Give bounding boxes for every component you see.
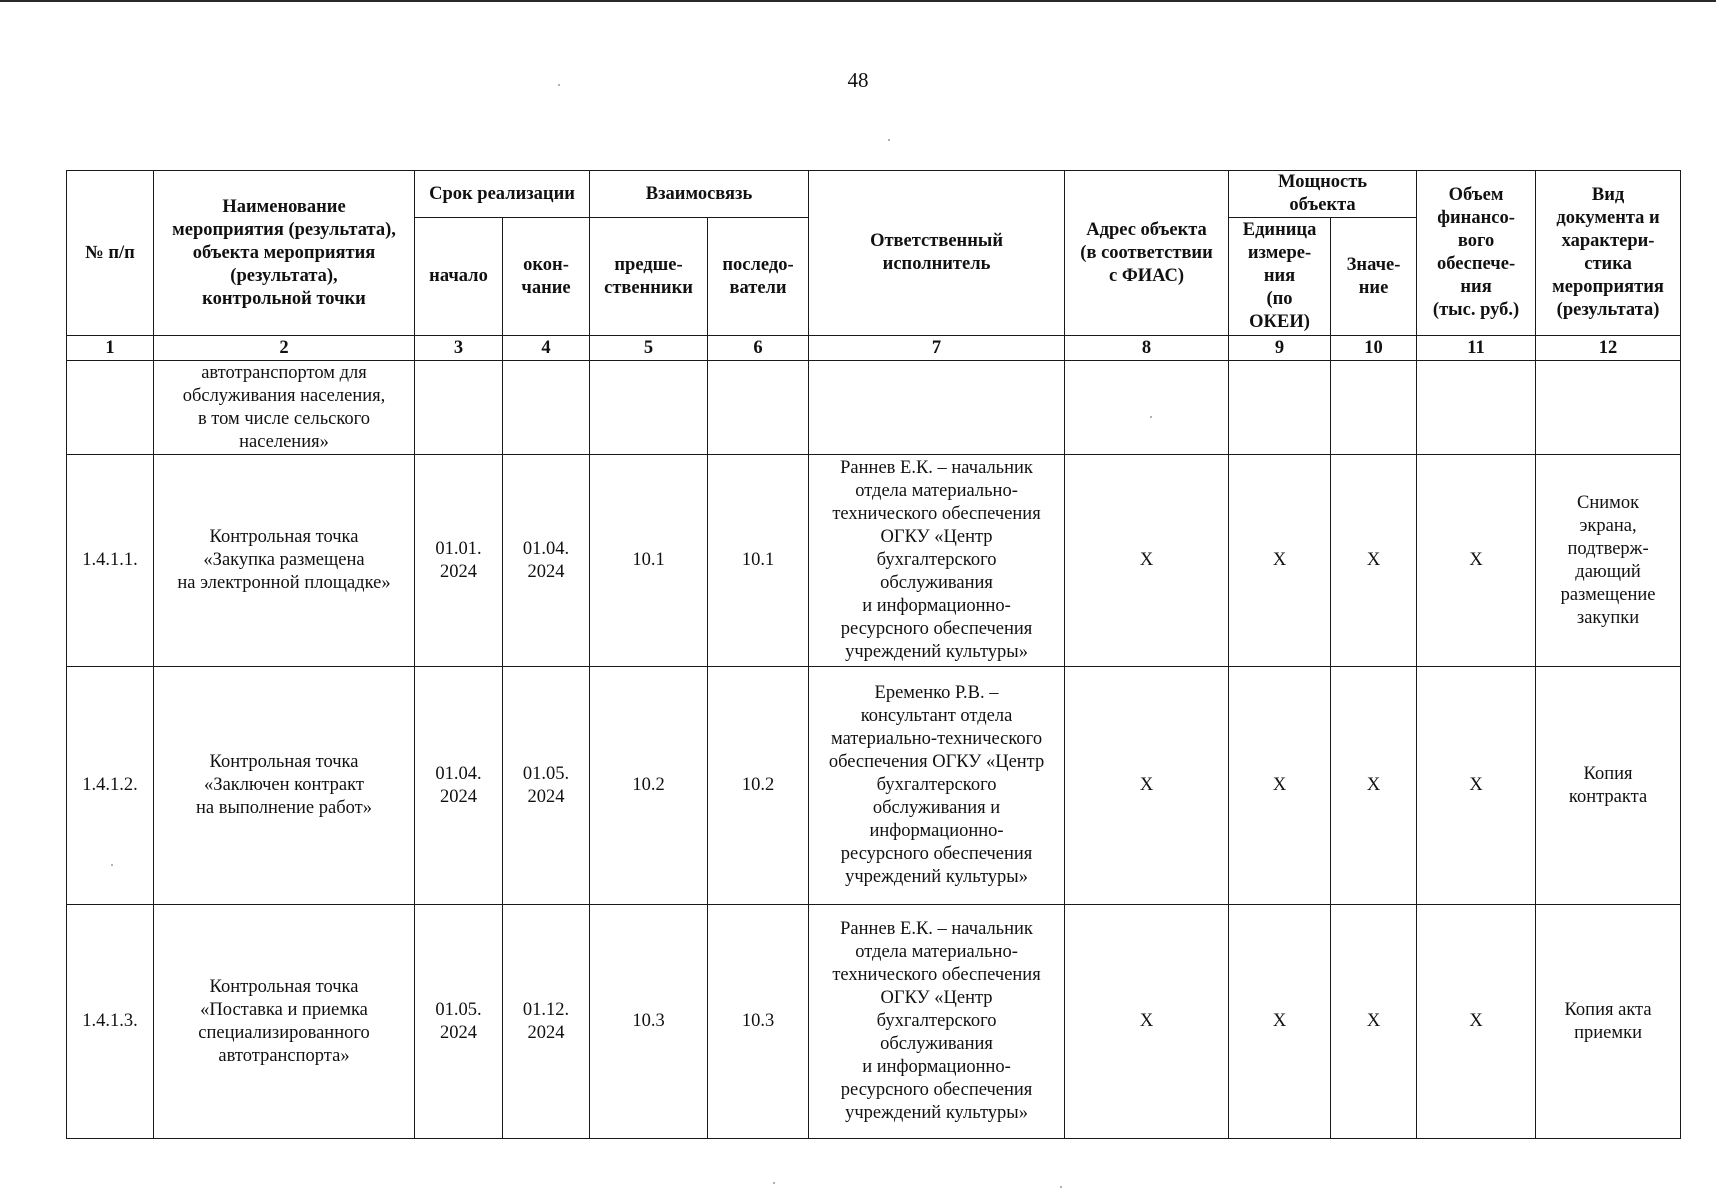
row-value: Х xyxy=(1331,667,1417,905)
scan-speck xyxy=(1060,1186,1062,1188)
header-relation: Взаимосвязь xyxy=(590,171,809,218)
row-finance: Х xyxy=(1417,905,1536,1139)
table-row xyxy=(67,455,1681,667)
row-unit: Х xyxy=(1229,905,1331,1139)
row-predecessors: 10.3 xyxy=(590,905,708,1139)
scan-speck xyxy=(773,1182,775,1184)
row-address: Х xyxy=(1065,455,1229,667)
row-end-date: 01.05. 2024 xyxy=(503,667,590,905)
row-start-date: 01.01. 2024 xyxy=(415,455,503,667)
column-number: 6 xyxy=(708,336,809,361)
row-predecessors: 10.1 xyxy=(590,455,708,667)
column-number: 11 xyxy=(1417,336,1536,361)
header-finance: Объем финансо- вого обеспече- ния (тыс. руб.) xyxy=(1417,171,1536,336)
header-address: Адрес объекта (в соответствии с ФИАС) xyxy=(1065,171,1229,336)
row-executor: Раннев Е.К. – начальник отдела материально- технического обеспечения ОГКУ «Центр бухгалтерского обслуживания и информационно- ресурсного обеспечения учреждений культуры» xyxy=(809,455,1065,667)
table-row xyxy=(67,667,1681,905)
column-number: 3 xyxy=(415,336,503,361)
header-row-1 xyxy=(67,171,1681,218)
cell-empty xyxy=(1536,361,1681,455)
row-executor: Еременко Р.В. – консультант отдела материально-технического обеспечения ОГКУ «Центр бухгалтерского обслуживания и информационно- ресурсного обеспечения учреждений культуры» xyxy=(809,667,1065,905)
row-end-date: 01.04. 2024 xyxy=(503,455,590,667)
header-capacity: Мощность объекта xyxy=(1229,171,1417,218)
column-number-row xyxy=(67,336,1681,361)
row-successors: 10.2 xyxy=(708,667,809,905)
row-predecessors: 10.2 xyxy=(590,667,708,905)
header-period-end: окон- чание xyxy=(503,218,590,336)
row-executor: Раннев Е.К. – начальник отдела материально- технического обеспечения ОГКУ «Центр бухгалтерского обслуживания и информационно- ресурсного обеспечения учреждений культуры» xyxy=(809,905,1065,1139)
table-row xyxy=(67,905,1681,1139)
plan-table xyxy=(66,170,1681,1139)
header-executor: Ответственный исполнитель xyxy=(809,171,1065,336)
row-value: Х xyxy=(1331,905,1417,1139)
row-end-date: 01.12. 2024 xyxy=(503,905,590,1139)
header-capacity-value: Значе- ние xyxy=(1331,218,1417,336)
row-successors: 10.1 xyxy=(708,455,809,667)
row-name: Контрольная точка «Поставка и приемка специализированного автотранспорта» xyxy=(154,905,415,1139)
row-address: Х xyxy=(1065,667,1229,905)
header-relation-prev: предше- ственники xyxy=(590,218,708,336)
header-relation-next: последо- ватели xyxy=(708,218,809,336)
cell-empty xyxy=(503,361,590,455)
header-col-no: № п/п xyxy=(67,171,154,336)
column-number: 9 xyxy=(1229,336,1331,361)
cell-empty xyxy=(1065,361,1229,455)
header-capacity-unit: Единица измере- ния (по ОКЕИ) xyxy=(1229,218,1331,336)
row-finance: Х xyxy=(1417,455,1536,667)
header-period-start: начало xyxy=(415,218,503,336)
scan-speck xyxy=(888,139,890,141)
row-address: Х xyxy=(1065,905,1229,1139)
column-number: 4 xyxy=(503,336,590,361)
cell-empty xyxy=(708,361,809,455)
row-unit: Х xyxy=(1229,455,1331,667)
continuation-row xyxy=(67,361,1681,455)
row-document: Снимок экрана, подтверж- дающий размещение закупки xyxy=(1536,455,1681,667)
column-number: 12 xyxy=(1536,336,1681,361)
row-value: Х xyxy=(1331,455,1417,667)
row-number: 1.4.1.1. xyxy=(67,455,154,667)
row-name: Контрольная точка «Закупка размещена на электронной площадке» xyxy=(154,455,415,667)
column-number: 2 xyxy=(154,336,415,361)
scan-speck xyxy=(558,84,560,86)
cell-empty xyxy=(1229,361,1331,455)
header-doc-type: Вид документа и характери- стика мероприятия (результата) xyxy=(1536,171,1681,336)
header-col-name: Наименование мероприятия (результата), объекта мероприятия (результата), контрольной точки xyxy=(154,171,415,336)
cell-empty xyxy=(590,361,708,455)
row-finance: Х xyxy=(1417,667,1536,905)
page-number: 48 xyxy=(847,68,869,92)
column-number: 10 xyxy=(1331,336,1417,361)
row-number: 1.4.1.2. xyxy=(67,667,154,905)
column-number: 7 xyxy=(809,336,1065,361)
row-unit: Х xyxy=(1229,667,1331,905)
column-number: 8 xyxy=(1065,336,1229,361)
cell-empty xyxy=(809,361,1065,455)
header-period: Срок реализации xyxy=(415,171,590,218)
cell-empty xyxy=(1331,361,1417,455)
row-number: 1.4.1.3. xyxy=(67,905,154,1139)
column-number: 5 xyxy=(590,336,708,361)
row-document: Копия контракта xyxy=(1536,667,1681,905)
top-border-line xyxy=(0,0,1716,2)
row-start-date: 01.05. 2024 xyxy=(415,905,503,1139)
row-name: Контрольная точка «Заключен контракт на выполнение работ» xyxy=(154,667,415,905)
continuation-name: автотранспортом для обслуживания населения, в том числе сельского населения» xyxy=(154,361,415,455)
row-start-date: 01.04. 2024 xyxy=(415,667,503,905)
column-number: 1 xyxy=(67,336,154,361)
row-successors: 10.3 xyxy=(708,905,809,1139)
row-document: Копия акта приемки xyxy=(1536,905,1681,1139)
cell-empty xyxy=(415,361,503,455)
cell-empty xyxy=(1417,361,1536,455)
cell-empty xyxy=(67,361,154,455)
